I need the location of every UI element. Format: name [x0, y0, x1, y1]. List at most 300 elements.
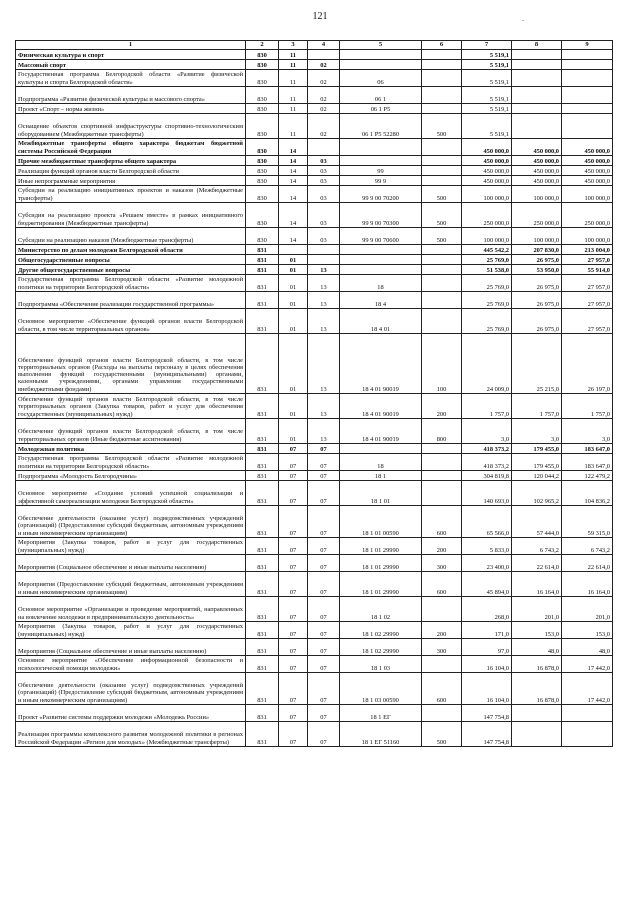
row-col-7: 3,0 — [462, 419, 512, 444]
row-col-4: 07 — [308, 444, 340, 454]
table-row — [16, 203, 613, 228]
row-col-3: 07 — [279, 555, 308, 572]
row-name: Обеспечение функций органов власти Белгородской области, в том числе территориальных органов (Расходы на выплаты персоналу в целях обеспечения выполнения функций государственными (муниципальными) органами, казенными учреждениями, органами управления государственными внебюджетными фондами) — [16, 334, 246, 394]
row-col-4: 07 — [308, 656, 340, 673]
row-name: Межбюджетные трансферты общего характера бюджетам бюджетной системы Российской Федерации — [16, 139, 246, 156]
row-col-9 — [562, 60, 613, 70]
row-name: Основное мероприятие «Организация и проведение мероприятий, направленных на вовлечение молодежи в предпринимательскую деятельность» — [16, 597, 246, 622]
row-name: Субсидия на реализацию проекта «Решаем вместе» в рамках инициативного бюджетирования (Межбюджетные трансферты) — [16, 203, 246, 228]
row-col-2: 831 — [246, 597, 279, 622]
row-col-7: 97,0 — [462, 639, 512, 656]
row-col-2: 831 — [246, 656, 279, 673]
row-col-9 — [562, 50, 613, 60]
row-col-8: 26 975,0 — [512, 309, 562, 334]
row-col-7: 418 373,2 — [462, 454, 512, 471]
row-col-4 — [308, 245, 340, 255]
row-name: Основное мероприятие «Обеспечение функций органов власти Белгородской области, в том числе территориальных органов» — [16, 309, 246, 334]
row-name: Обеспечение деятельности (оказание услуг) подведомственных учреждений (организаций) (Предоставление субсидий бюджетным, автономным учреждениям и иным некоммерческим организациям) — [16, 506, 246, 538]
row-col-4: 03 — [308, 156, 340, 166]
table-row — [16, 70, 613, 87]
row-col-7: 25 769,0 — [462, 309, 512, 334]
row-col-5: 18 1 01 — [340, 481, 422, 506]
row-col-8: 57 444,0 — [512, 506, 562, 538]
row-col-4 — [308, 50, 340, 60]
row-col-3: 07 — [279, 572, 308, 597]
row-col-7: 100 000,0 — [462, 228, 512, 245]
row-col-3: 11 — [279, 114, 308, 139]
column-header: 1 — [16, 41, 246, 50]
row-col-8: 153,0 — [512, 622, 562, 639]
row-col-8: 179 455,0 — [512, 444, 562, 454]
table-row — [16, 309, 613, 334]
row-col-6 — [422, 139, 462, 156]
table-row — [16, 705, 613, 722]
table-row — [16, 394, 613, 419]
row-name: Министерство по делам молодежи Белгородской области — [16, 245, 246, 255]
row-col-2: 831 — [246, 334, 279, 394]
row-col-6: 200 — [422, 622, 462, 639]
row-name: Государственная программа Белгородской области «Развитие молодежной политики на территории Белгородской области» — [16, 275, 246, 292]
row-col-8 — [512, 50, 562, 60]
row-name: Обеспечение деятельности (оказание услуг) подведомственных учреждений (организаций) (Предоставление субсидий бюджетным, автономным учреждениям и иным некоммерческим организациям) — [16, 673, 246, 705]
column-header: 2 — [246, 41, 279, 50]
row-col-7: 418 373,2 — [462, 444, 512, 454]
row-col-6: 500 — [422, 722, 462, 747]
row-name: Государственная программа Белгородской области «Развитие молодежной политики на территории Белгородской области» — [16, 454, 246, 471]
row-name: Прочие межбюджетные трансферты общего характера — [16, 156, 246, 166]
row-name: Основное мероприятие «Создание условий успешной социализации и эффективной самореализации молодежи Белгородской области» — [16, 481, 246, 506]
row-col-3: 07 — [279, 597, 308, 622]
row-col-4: 02 — [308, 70, 340, 87]
row-col-6 — [422, 255, 462, 265]
row-col-2: 831 — [246, 255, 279, 265]
row-col-3: 07 — [279, 471, 308, 481]
row-col-9: 100 000,0 — [562, 228, 613, 245]
row-col-9: 250 000,0 — [562, 203, 613, 228]
row-col-8: 25 215,0 — [512, 334, 562, 394]
row-col-5: 18 4 01 — [340, 309, 422, 334]
row-col-2: 830 — [246, 70, 279, 87]
row-col-7: 25 769,0 — [462, 275, 512, 292]
row-col-9: 450 000,0 — [562, 139, 613, 156]
row-col-2: 831 — [246, 394, 279, 419]
row-name: Субсидии на реализацию наказов (Межбюджетные трансферты) — [16, 228, 246, 245]
row-col-5: 06 — [340, 70, 422, 87]
table-row — [16, 622, 613, 639]
row-col-4: 07 — [308, 622, 340, 639]
row-col-6 — [422, 705, 462, 722]
table-row — [16, 673, 613, 705]
scan-mark: . — [522, 14, 524, 23]
row-col-7: 5 833,0 — [462, 538, 512, 555]
column-header: 4 — [308, 41, 340, 50]
row-col-2: 831 — [246, 444, 279, 454]
row-name: Оснащение объектов спортивной инфраструктуры спортивно-технологическим оборудованием (Межбюджетные трансферты) — [16, 114, 246, 139]
row-col-4: 02 — [308, 60, 340, 70]
row-col-4: 13 — [308, 419, 340, 444]
row-col-7: 25 769,0 — [462, 292, 512, 309]
row-col-6: 500 — [422, 228, 462, 245]
row-col-8: 201,0 — [512, 597, 562, 622]
row-col-5 — [340, 139, 422, 156]
row-name: Иные непрограммные мероприятия — [16, 176, 246, 186]
table-row — [16, 454, 613, 471]
row-col-5: 18 1 01 29990 — [340, 555, 422, 572]
budget-table — [15, 40, 613, 747]
row-col-6 — [422, 444, 462, 454]
row-col-4: 07 — [308, 454, 340, 471]
row-name: Реализация функций органов власти Белгородской области — [16, 166, 246, 176]
row-col-2: 831 — [246, 639, 279, 656]
row-col-2: 831 — [246, 471, 279, 481]
row-col-2: 831 — [246, 454, 279, 471]
row-col-9: 153,0 — [562, 622, 613, 639]
row-col-7: 147 754,8 — [462, 722, 512, 747]
row-col-4: 07 — [308, 481, 340, 506]
row-col-8 — [512, 705, 562, 722]
row-col-2: 830 — [246, 60, 279, 70]
row-col-8: 16 878,0 — [512, 673, 562, 705]
row-col-9: 59 315,0 — [562, 506, 613, 538]
row-col-5: 06 1 P5 52280 — [340, 114, 422, 139]
row-col-9: 1 757,0 — [562, 394, 613, 419]
column-header: 7 — [462, 41, 512, 50]
table-row — [16, 419, 613, 444]
row-col-2: 830 — [246, 166, 279, 176]
row-col-7: 450 000,0 — [462, 139, 512, 156]
row-col-8: 16 164,0 — [512, 572, 562, 597]
row-col-9: 450 000,0 — [562, 176, 613, 186]
row-col-8: 450 000,0 — [512, 166, 562, 176]
row-col-4: 07 — [308, 639, 340, 656]
row-col-7: 171,0 — [462, 622, 512, 639]
table-row — [16, 275, 613, 292]
row-col-3: 07 — [279, 454, 308, 471]
table-row — [16, 292, 613, 309]
row-col-2: 831 — [246, 265, 279, 275]
row-name: Мероприятия (Закупка товаров, работ и услуг для государственных (муниципальных) нужд) — [16, 538, 246, 555]
table-row — [16, 639, 613, 656]
row-col-4: 07 — [308, 506, 340, 538]
row-name: Субсидии на реализацию инициативных проектов и наказов (Межбюджетные трансферты) — [16, 186, 246, 203]
row-col-9: 6 743,2 — [562, 538, 613, 555]
row-col-6 — [422, 454, 462, 471]
row-col-9: 17 442,0 — [562, 673, 613, 705]
row-name: Массовый спорт — [16, 60, 246, 70]
row-col-6: 500 — [422, 203, 462, 228]
row-col-8: 450 000,0 — [512, 176, 562, 186]
row-name: Обеспечение функций органов власти Белгородской области, в том числе территориальных органов (Закупка товаров, работ и услуг для обеспечения государственных (муниципальных) нужд) — [16, 394, 246, 419]
row-col-3: 14 — [279, 228, 308, 245]
table-row — [16, 265, 613, 275]
row-col-3: 07 — [279, 705, 308, 722]
row-col-6 — [422, 104, 462, 114]
row-col-8: 100 000,0 — [512, 186, 562, 203]
row-col-3: 01 — [279, 275, 308, 292]
row-col-3: 01 — [279, 265, 308, 275]
row-col-4: 13 — [308, 275, 340, 292]
row-col-5 — [340, 444, 422, 454]
row-col-8: 1 757,0 — [512, 394, 562, 419]
row-col-3: 14 — [279, 139, 308, 156]
table-row — [16, 334, 613, 394]
row-col-4: 07 — [308, 722, 340, 747]
row-col-8: 53 950,0 — [512, 265, 562, 275]
column-header: 3 — [279, 41, 308, 50]
row-col-3: 07 — [279, 656, 308, 673]
row-col-2: 830 — [246, 203, 279, 228]
row-col-3: 14 — [279, 203, 308, 228]
table-row — [16, 555, 613, 572]
row-col-4: 07 — [308, 471, 340, 481]
row-col-5: 99 9 00 70200 — [340, 186, 422, 203]
row-col-7: 5 519,1 — [462, 114, 512, 139]
table-row — [16, 87, 613, 104]
row-col-8: 120 044,2 — [512, 471, 562, 481]
row-col-3: 07 — [279, 639, 308, 656]
row-col-2: 831 — [246, 506, 279, 538]
row-col-5: 18 1 02 — [340, 597, 422, 622]
row-col-5: 18 1 01 00590 — [340, 506, 422, 538]
row-col-2: 830 — [246, 228, 279, 245]
row-col-9 — [562, 70, 613, 87]
row-col-6 — [422, 87, 462, 104]
row-col-7: 1 757,0 — [462, 394, 512, 419]
row-col-7: 304 819,8 — [462, 471, 512, 481]
row-col-8: 207 830,0 — [512, 245, 562, 255]
row-col-5 — [340, 245, 422, 255]
row-col-7: 140 693,0 — [462, 481, 512, 506]
row-col-3: 07 — [279, 622, 308, 639]
row-name: Мероприятия (Социальное обеспечение и иные выплаты населению) — [16, 639, 246, 656]
row-name: Общегосударственные вопросы — [16, 255, 246, 265]
row-col-3: 11 — [279, 104, 308, 114]
row-col-7: 16 104,0 — [462, 673, 512, 705]
row-col-6: 600 — [422, 506, 462, 538]
table-row — [16, 722, 613, 747]
row-col-6 — [422, 309, 462, 334]
table-row — [16, 572, 613, 597]
row-col-9: 48,0 — [562, 639, 613, 656]
row-col-6: 300 — [422, 639, 462, 656]
table-row — [16, 506, 613, 538]
row-col-5: 18 1 — [340, 471, 422, 481]
row-col-7: 25 769,0 — [462, 255, 512, 265]
row-name: Обеспечение функций органов власти Белгородской области, в том числе территориальных органов (Иные бюджетные ассигнования) — [16, 419, 246, 444]
row-col-6 — [422, 70, 462, 87]
row-col-3: 01 — [279, 334, 308, 394]
row-name: Подпрограмма «Молодость Белгородчины» — [16, 471, 246, 481]
row-col-6 — [422, 176, 462, 186]
row-col-6: 600 — [422, 572, 462, 597]
row-col-4: 02 — [308, 87, 340, 104]
row-col-6: 500 — [422, 114, 462, 139]
table-row — [16, 156, 613, 166]
row-col-4: 13 — [308, 309, 340, 334]
row-col-5: 18 1 01 29990 — [340, 572, 422, 597]
row-name: Государственная программа Белгородской области «Развитие физической культуры и спорта Белгородской области» — [16, 70, 246, 87]
row-col-5: 18 1 EГ 51160 — [340, 722, 422, 747]
table-row — [16, 481, 613, 506]
row-col-9: 27 957,0 — [562, 309, 613, 334]
row-col-3: 01 — [279, 255, 308, 265]
row-col-7: 65 566,0 — [462, 506, 512, 538]
row-col-8: 100 000,0 — [512, 228, 562, 245]
row-col-3: 07 — [279, 481, 308, 506]
column-number-row — [16, 41, 613, 50]
row-name: Физическая культура и спорт — [16, 50, 246, 60]
table-row — [16, 245, 613, 255]
row-col-2: 831 — [246, 419, 279, 444]
row-col-8: 26 975,0 — [512, 255, 562, 265]
row-col-3: 01 — [279, 309, 308, 334]
table-row — [16, 139, 613, 156]
row-col-7: 51 538,0 — [462, 265, 512, 275]
row-col-6: 800 — [422, 419, 462, 444]
row-col-2: 830 — [246, 50, 279, 60]
row-col-2: 831 — [246, 245, 279, 255]
row-col-7: 45 894,0 — [462, 572, 512, 597]
row-col-2: 831 — [246, 555, 279, 572]
row-name: Подпрограмма «Развитие физической культуры и массового спорта» — [16, 87, 246, 104]
row-col-4: 02 — [308, 104, 340, 114]
row-col-5: 06 1 — [340, 87, 422, 104]
table-row — [16, 471, 613, 481]
row-name: Проект «Развитие системы поддержки молодежи «Молодежь России» — [16, 705, 246, 722]
row-name: Мероприятия (Предоставление субсидий бюджетным, автономным учреждениям и иным некоммерческим организациям) — [16, 572, 246, 597]
row-col-9: 3,0 — [562, 419, 613, 444]
table-row — [16, 60, 613, 70]
row-col-5: 18 1 02 29990 — [340, 622, 422, 639]
row-col-4: 13 — [308, 265, 340, 275]
row-col-6 — [422, 245, 462, 255]
row-name: Молодежная политика — [16, 444, 246, 454]
row-col-6 — [422, 60, 462, 70]
table-row — [16, 538, 613, 555]
row-col-9 — [562, 722, 613, 747]
row-col-5 — [340, 50, 422, 60]
row-col-6: 500 — [422, 186, 462, 203]
row-name: Реализация программы комплексного развития молодежной политики в регионах Российской Федерации «Регион для молодых» (Межбюджетные трансферты) — [16, 722, 246, 747]
row-col-7: 23 400,0 — [462, 555, 512, 572]
row-name: Другие общегосударственные вопросы — [16, 265, 246, 275]
row-col-4: 13 — [308, 334, 340, 394]
row-col-2: 831 — [246, 622, 279, 639]
row-col-8: 48,0 — [512, 639, 562, 656]
row-col-4: 07 — [308, 673, 340, 705]
table-row — [16, 656, 613, 673]
row-col-7: 100 000,0 — [462, 186, 512, 203]
row-col-9: 122 479,2 — [562, 471, 613, 481]
row-col-5: 18 1 02 29990 — [340, 639, 422, 656]
row-col-9: 27 957,0 — [562, 255, 613, 265]
row-col-3: 07 — [279, 722, 308, 747]
row-col-9: 201,0 — [562, 597, 613, 622]
row-col-7: 268,0 — [462, 597, 512, 622]
row-col-6 — [422, 275, 462, 292]
row-col-7: 450 000,0 — [462, 176, 512, 186]
row-col-9: 55 914,0 — [562, 265, 613, 275]
row-name: Проект «Спорт – норма жизни» — [16, 104, 246, 114]
table-row — [16, 597, 613, 622]
row-col-5: 99 9 00 70600 — [340, 228, 422, 245]
row-col-9: 104 836,2 — [562, 481, 613, 506]
row-col-2: 831 — [246, 292, 279, 309]
row-col-5: 18 4 01 90019 — [340, 394, 422, 419]
row-col-6 — [422, 656, 462, 673]
row-col-3: 07 — [279, 506, 308, 538]
row-col-5: 99 9 — [340, 176, 422, 186]
row-col-8: 26 975,0 — [512, 292, 562, 309]
row-col-5 — [340, 60, 422, 70]
row-col-9: 22 614,0 — [562, 555, 613, 572]
row-col-6 — [422, 156, 462, 166]
row-col-3: 01 — [279, 292, 308, 309]
row-col-3: 07 — [279, 538, 308, 555]
row-col-2: 831 — [246, 572, 279, 597]
table-row — [16, 50, 613, 60]
row-col-7: 5 519,1 — [462, 87, 512, 104]
row-col-4: 02 — [308, 114, 340, 139]
row-col-6 — [422, 166, 462, 176]
row-col-8: 16 878,0 — [512, 656, 562, 673]
row-col-2: 830 — [246, 104, 279, 114]
row-col-5: 18 1 03 00590 — [340, 673, 422, 705]
row-col-7: 16 104,0 — [462, 656, 512, 673]
row-col-9: 183 647,0 — [562, 444, 613, 454]
row-col-7: 5 519,1 — [462, 60, 512, 70]
row-col-7: 5 519,1 — [462, 70, 512, 87]
row-col-7: 5 519,1 — [462, 50, 512, 60]
row-col-5: 18 — [340, 454, 422, 471]
row-col-9: 450 000,0 — [562, 156, 613, 166]
row-col-4: 07 — [308, 572, 340, 597]
row-col-8 — [512, 114, 562, 139]
row-col-8: 250 000,0 — [512, 203, 562, 228]
row-col-9: 213 004,0 — [562, 245, 613, 255]
row-col-2: 831 — [246, 673, 279, 705]
row-col-8: 6 743,2 — [512, 538, 562, 555]
row-col-2: 830 — [246, 176, 279, 186]
row-col-7: 24 009,0 — [462, 334, 512, 394]
row-col-8: 3,0 — [512, 419, 562, 444]
row-col-4: 13 — [308, 292, 340, 309]
row-col-3: 01 — [279, 394, 308, 419]
row-col-8: 450 000,0 — [512, 156, 562, 166]
row-col-8: 22 614,0 — [512, 555, 562, 572]
row-col-2: 831 — [246, 722, 279, 747]
row-col-2: 830 — [246, 87, 279, 104]
row-col-2: 831 — [246, 705, 279, 722]
column-header: 8 — [512, 41, 562, 50]
row-col-6 — [422, 50, 462, 60]
row-col-9 — [562, 104, 613, 114]
row-col-3: 14 — [279, 186, 308, 203]
row-col-9: 17 442,0 — [562, 656, 613, 673]
column-header: 6 — [422, 41, 462, 50]
row-col-3: 01 — [279, 419, 308, 444]
row-col-6: 300 — [422, 555, 462, 572]
row-col-8 — [512, 87, 562, 104]
column-header: 9 — [562, 41, 613, 50]
row-col-2: 830 — [246, 186, 279, 203]
row-col-5: 18 1 01 29990 — [340, 538, 422, 555]
row-col-4: 03 — [308, 186, 340, 203]
row-col-9: 26 197,0 — [562, 334, 613, 394]
row-col-4: 13 — [308, 394, 340, 419]
row-col-5: 18 4 01 90019 — [340, 419, 422, 444]
row-col-9: 183 647,0 — [562, 454, 613, 471]
